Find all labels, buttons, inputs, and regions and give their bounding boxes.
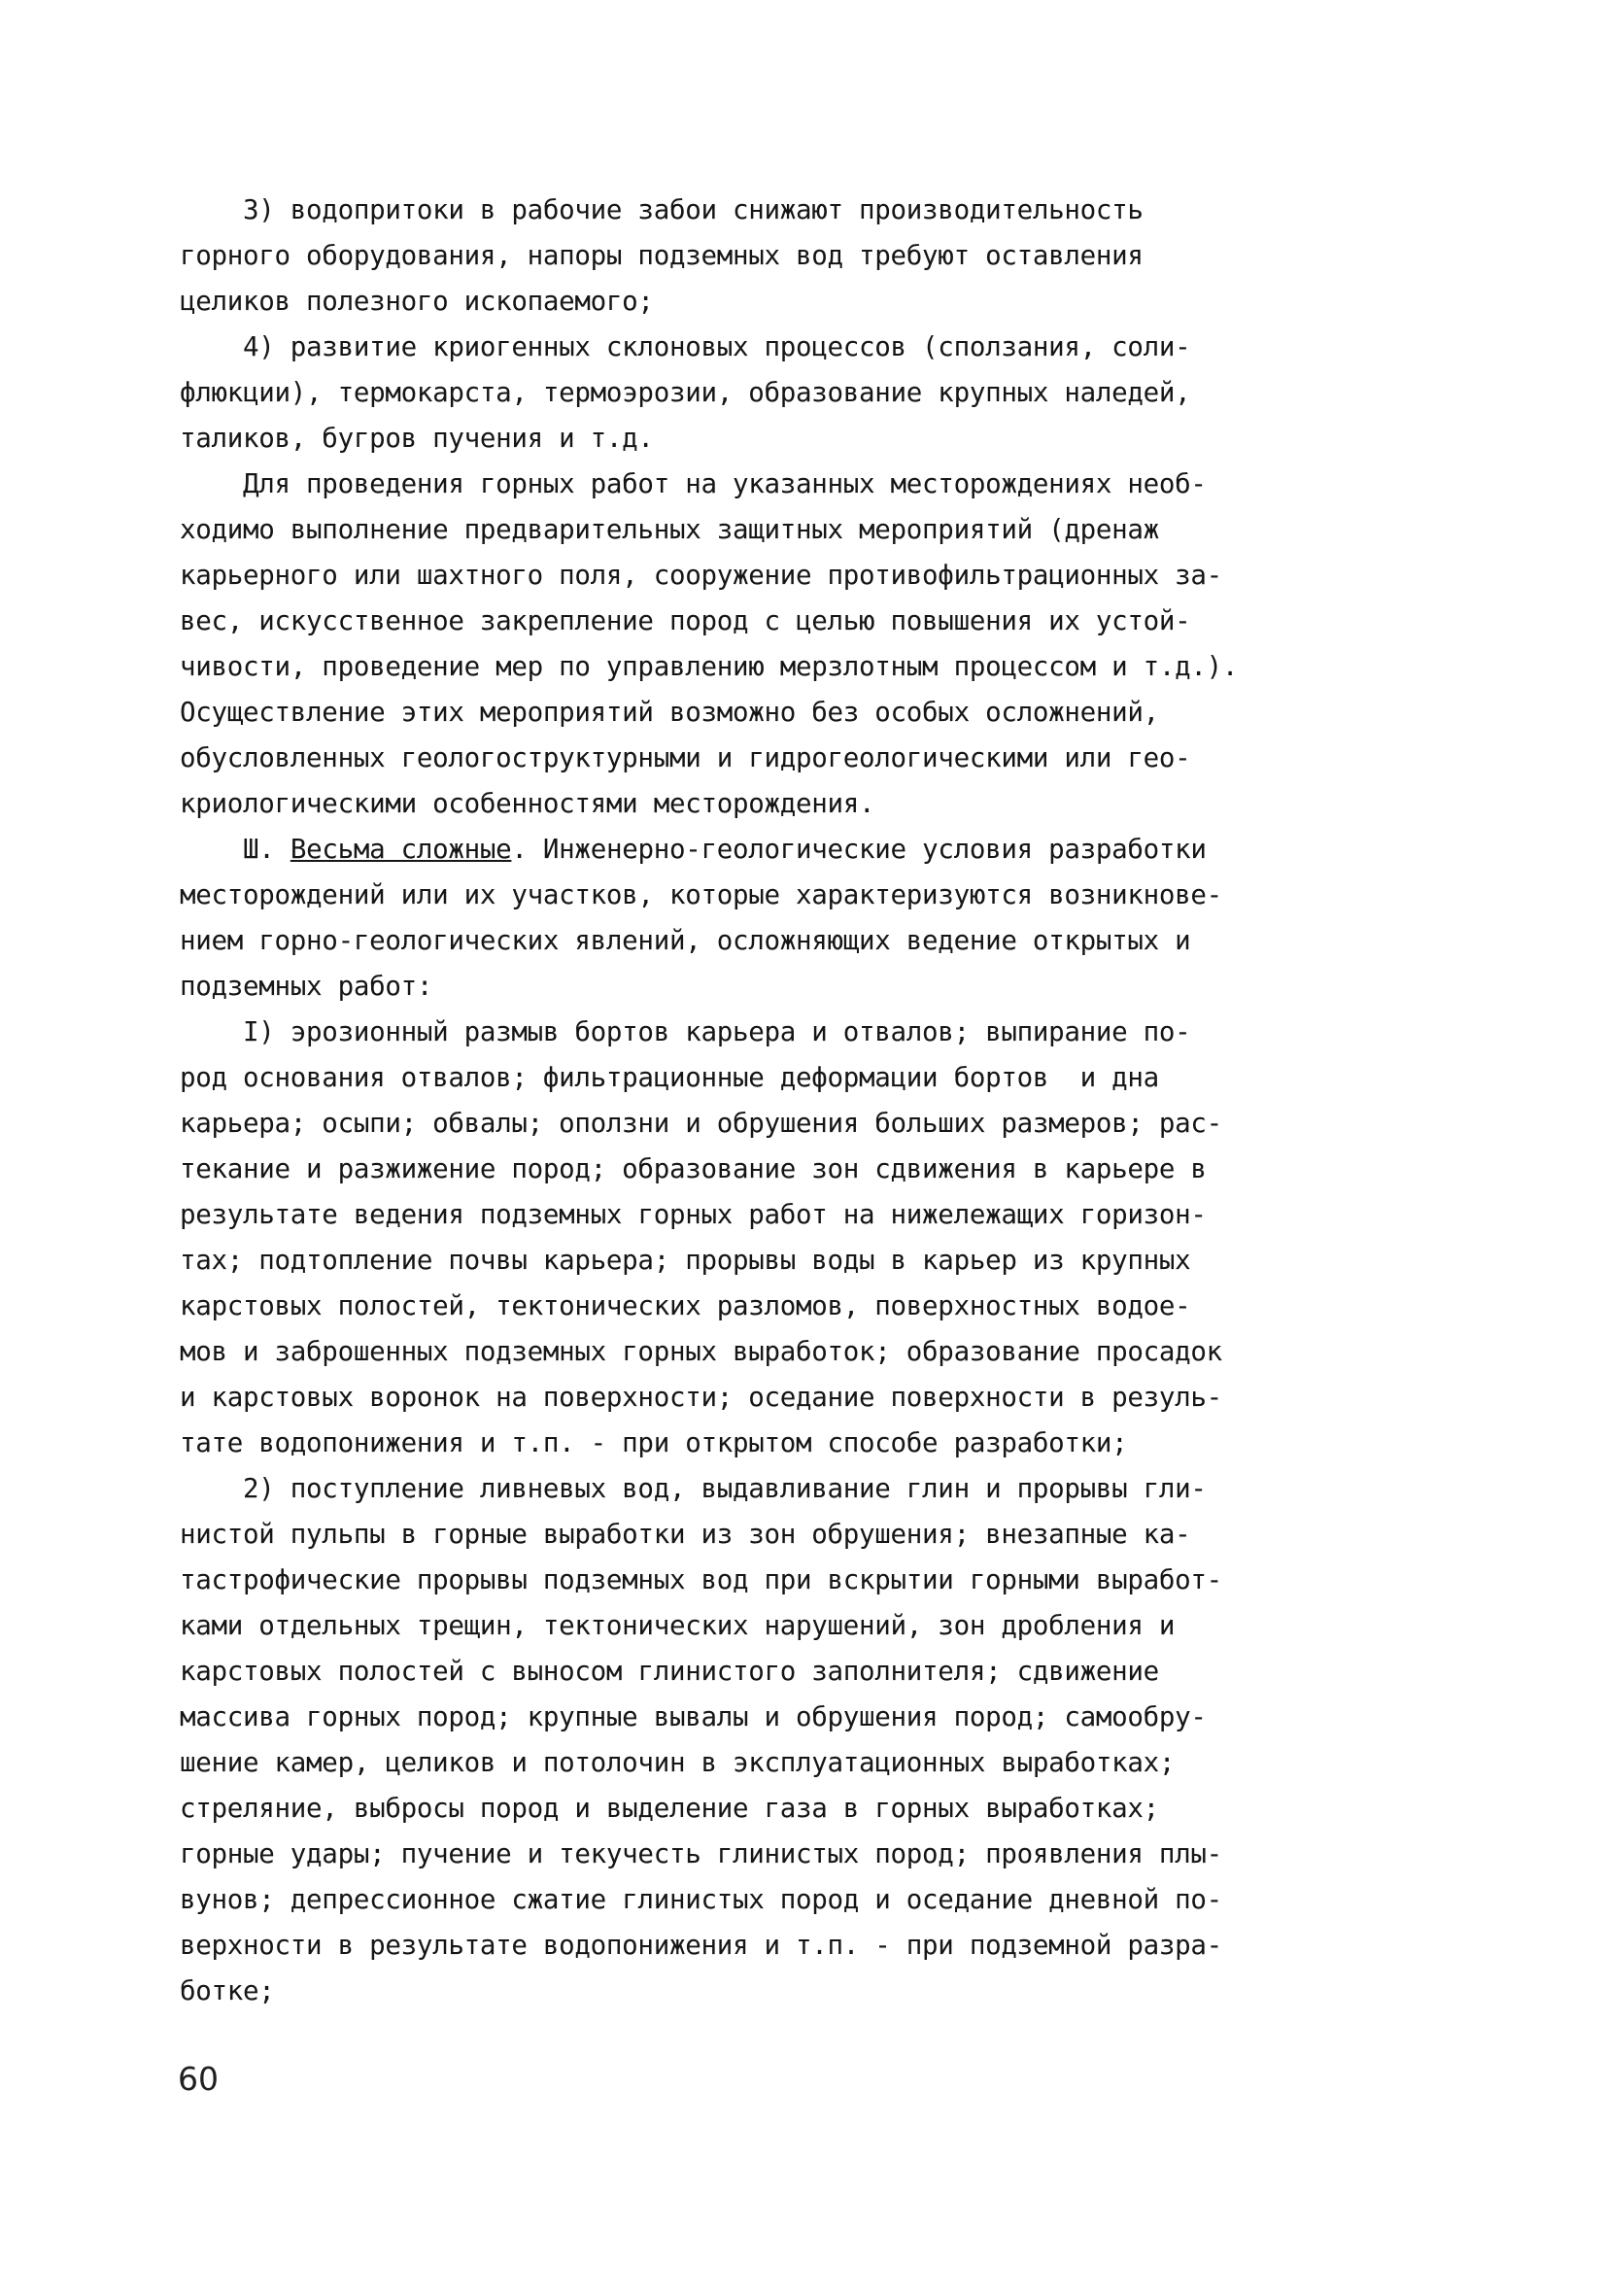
text-line: горные удары; пучение и текучесть глинистых пород; проявления плы-: [180, 1838, 1222, 1869]
text-line: тастрофические прорывы подземных вод при вскрытии горными выработ-: [180, 1564, 1222, 1595]
page-body: [180, 188, 1433, 2014]
section-numeral: Ш.: [243, 834, 290, 865]
text-line: текание и разжижение пород; образование зон сдвижения в карьере в: [180, 1153, 1207, 1184]
text-line: флюкции), термокарста, термоэрозии, образование крупных наледей,: [180, 377, 1191, 408]
text-line: верхности в результате водопонижения и т.п. - при подземной разра-: [180, 1930, 1222, 1961]
text-line: род основания отвалов; фильтрационные деформации бортов и дна: [180, 1062, 1159, 1093]
text-line: результате ведения подземных горных работ на нижележащих горизон-: [180, 1199, 1207, 1230]
text-line: шение камер, целиков и потолочин в эксплуатационных выработках;: [180, 1747, 1176, 1778]
text-line: стреляние, выбросы пород и выделение газа в горных выработках;: [180, 1793, 1159, 1824]
text-line: горного оборудования, напоры подземных вод требуют оставления: [180, 240, 1144, 271]
text-line: тах; подтопление почвы карьера; прорывы воды в карьер из крупных: [180, 1245, 1191, 1276]
text-line: ботке;: [180, 1975, 275, 2006]
text-line: 3) водопритоки в рабочие забои снижают производительность: [180, 194, 1144, 225]
text-line: 4) развитие криогенных склоновых процессов (сползания, соли-: [180, 331, 1191, 362]
text-line: таликов, бугров пучения и т.д.: [180, 423, 654, 454]
text-line: карьера; осыпи; обвалы; оползни и обрушения больших размеров; рас-: [180, 1108, 1222, 1139]
text-line: вунов; депрессионное сжатие глинистых пород и оседание дневной по-: [180, 1884, 1222, 1915]
page-number: 60: [178, 2060, 219, 2098]
section-heading-line: [180, 827, 1433, 873]
text-line: массива горных пород; крупные вывалы и обрушения пород; самообру-: [180, 1701, 1207, 1732]
section-indent: [180, 834, 243, 865]
text-line: криологическими особенностями месторождения.: [180, 788, 875, 819]
text-line: ходимо выполнение предварительных защитных мероприятий (дренаж: [180, 514, 1159, 545]
text-line: подземных работ:: [180, 971, 433, 1002]
text-line: чивости, проведение мер по управлению мерзлотным процессом и т.д.).: [180, 651, 1239, 682]
text-line: нием горно-геологических явлений, осложняющих ведение открытых и: [180, 925, 1191, 956]
text-line: карьерного или шахтного поля, сооружение противофильтрационных за-: [180, 560, 1222, 591]
text-line: вес, искусственное закрепление пород с целью повышения их устой-: [180, 605, 1191, 636]
section-title: Весьма сложные: [290, 834, 512, 865]
text-line: Осуществление этих мероприятий возможно без особых осложнений,: [180, 697, 1159, 728]
text-line: карстовых полостей с выносом глинистого заполнителя; сдвижение: [180, 1656, 1159, 1687]
text-line: карстовых полостей, тектонических разломов, поверхностных водое-: [180, 1290, 1191, 1321]
text-line: мов и заброшенных подземных горных выработок; образование просадок: [180, 1336, 1222, 1367]
text-line: тате водопонижения и т.п. - при открытом способе разработки;: [180, 1427, 1128, 1458]
text-line: I) эрозионный размыв бортов карьера и отвалов; выпирание по-: [180, 1016, 1191, 1047]
text-line: 2) поступление ливневых вод, выдавливание глин и прорывы гли-: [180, 1473, 1207, 1504]
text-line: целиков полезного ископаемого;: [180, 286, 654, 317]
text-line: Для проведения горных работ на указанных месторождениях необ-: [180, 468, 1207, 499]
text-line: обусловленных геологоструктурными и гидрогеологическими или гео-: [180, 742, 1191, 773]
section-text: . Инженерно-геологические условия разработки: [511, 834, 1207, 865]
text-line: нистой пульпы в горные выработки из зон обрушения; внезапные ка-: [180, 1519, 1191, 1550]
text-line: месторождений или их участков, которые характеризуются возникнове-: [180, 879, 1222, 910]
text-line: ками отдельных трещин, тектонических нарушений, зон дробления и: [180, 1610, 1176, 1641]
text-line: и карстовых воронок на поверхности; оседание поверхности в резуль-: [180, 1382, 1222, 1413]
